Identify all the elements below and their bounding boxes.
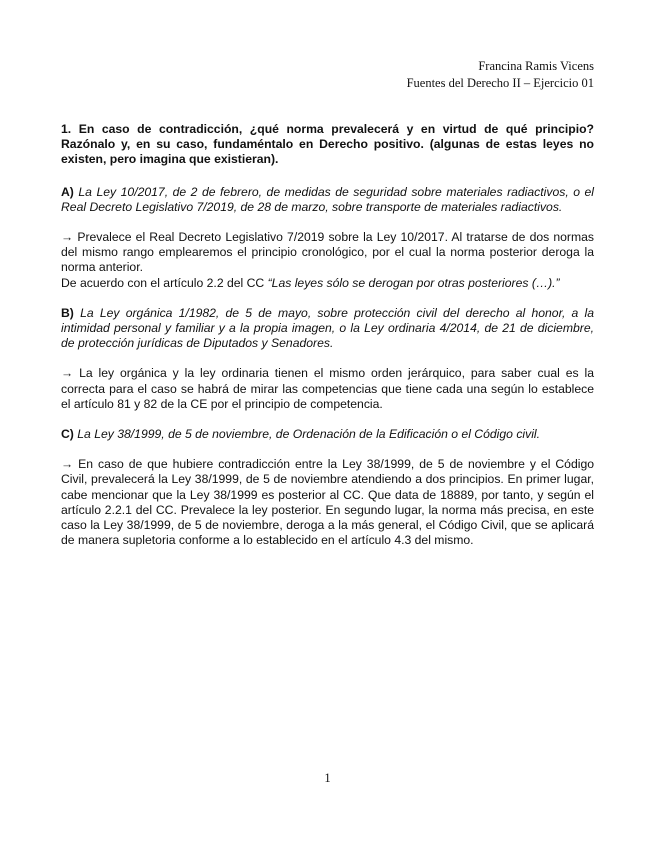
case-a — [61, 185, 594, 215]
case-a-text: La Ley 10/2017, de 2 de febrero, de medidas de seguridad sobre materiales radiactivos, o el Real Decreto Legislativo 7/2019, de 28 de marzo, sobre transporte de materiales radiactivos. — [61, 184, 595, 214]
page-header — [407, 58, 594, 92]
spacer — [61, 412, 594, 427]
question-text: 1. En caso de contradicción, ¿qué norma prevalecerá y en virtud de qué principio? Razónalo y, en su caso, fundaméntalo en Derecho positivo. (algunas de estas leyes no existen, pero imagina que existieran). — [61, 122, 594, 167]
answer-a-reference — [61, 276, 594, 291]
case-c-letter: C) — [61, 427, 74, 442]
spacer — [61, 291, 594, 306]
answer-b: → La ley orgánica y la ley ordinaria tienen el mismo orden jerárquico, para saber cual es la correcta para el caso se habrá de mirar las competencias que tiene cada una según lo establece el artículo 81 y 82 de la CE por el principio de competencia. — [61, 366, 594, 411]
case-c-text: La Ley 38/1999, de 5 de noviembre, de Ordenación de la Edificación o el Código civil. — [77, 427, 541, 442]
case-c — [61, 427, 594, 442]
answer-c: → En caso de que hubiere contradicción entre la Ley 38/1999, de 5 de noviembre y el Código Civil, prevalecerá la Ley 38/1999, de 5 de noviembre atendiendo a dos principios. En primer lugar, cabe mencionar que la Ley 38/1999 es posterior al CC. Que data de 18889, por tanto, y según el artículo 2.2.1 del CC. Prevalece la ley posterior. En segundo lugar, la norma más precisa, en este caso la Ley 38/1999, de 5 de noviembre, deroga a la más general, el Código Civil, que se aplicará de manera supletoria conforme a lo establecido en el artículo 4.3 del mismo. — [61, 457, 594, 548]
answer-a-reference-quote: “Las leyes sólo se derogan por otras posteriores (…).” — [267, 275, 560, 290]
answer-a-reference-prefix: De acuerdo con el artículo 2.2 del CC — [61, 275, 268, 290]
page-number: 1 — [324, 771, 331, 785]
document-body — [61, 122, 594, 548]
case-b — [61, 306, 594, 352]
author-name: Francina Ramis Vicens — [478, 59, 594, 73]
document-subject: Fuentes del Derecho II – Ejercicio 01 — [406, 76, 594, 90]
case-b-text: La Ley orgánica 1/1982, de 5 de mayo, sobre protección civil del derecho al honor, a la intimidad personal y familiar y a la propia imagen, o la Ley ordinaria 4/2014, de 21 de diciembre, de protección jurídicas de Diputados y Senadores. — [61, 305, 595, 351]
answer-a: → Prevalece el Real Decreto Legislativo 7/2019 sobre la Ley 10/2017. Al tratarse de dos normas del mismo rango emplearemos el principio cronológico, por el cual la norma posterior deroga la norma anterior. — [61, 230, 594, 275]
case-b-letter: B) — [61, 305, 74, 320]
case-a-letter: A) — [61, 184, 74, 199]
